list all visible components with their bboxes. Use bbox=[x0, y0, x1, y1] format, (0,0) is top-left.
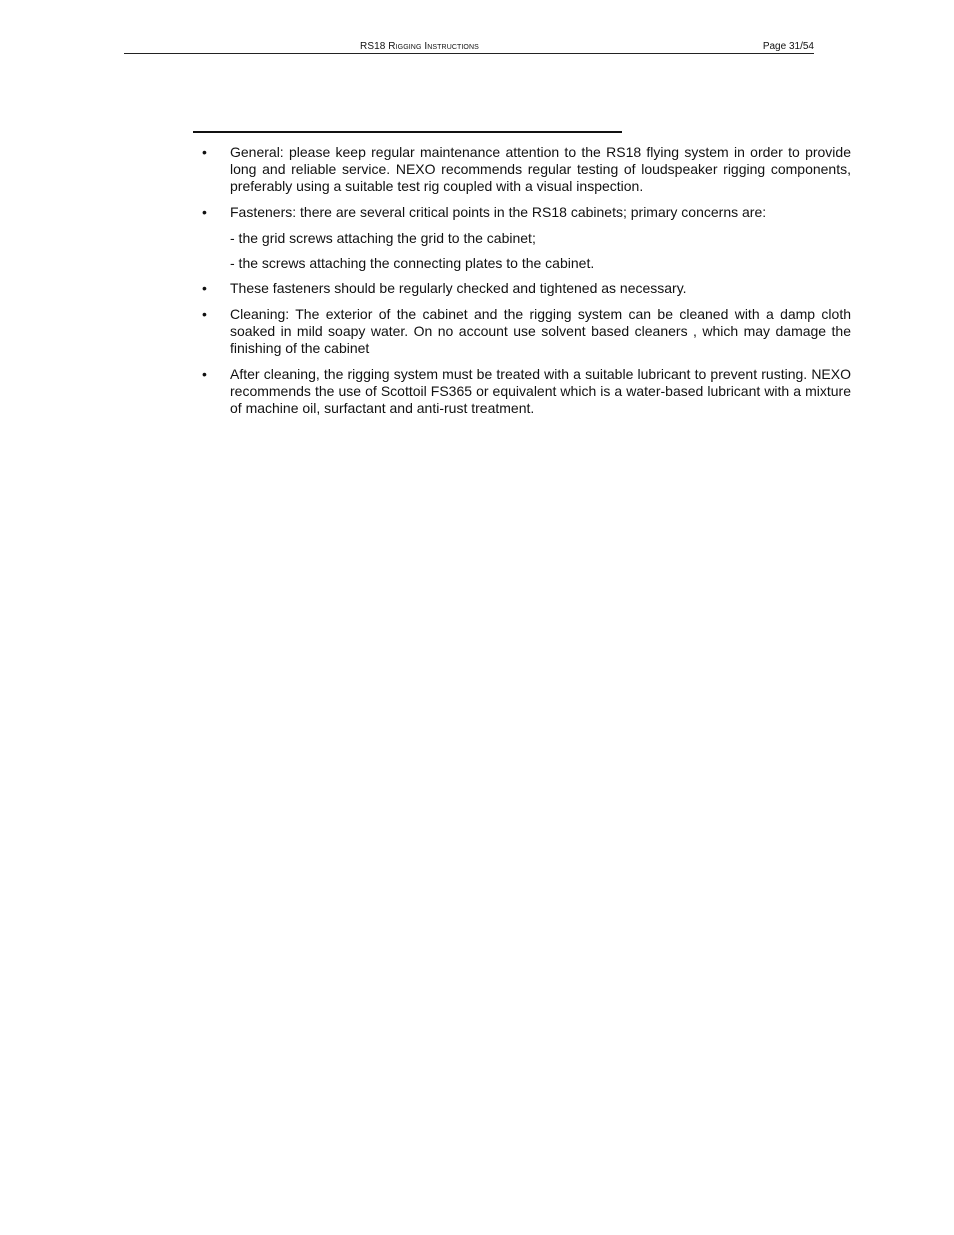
bullet-icon: • bbox=[202, 306, 207, 322]
list-item-text: These fasteners should be regularly checked and tightened as necessary. bbox=[230, 280, 687, 296]
bullet-icon: • bbox=[202, 144, 207, 160]
bullet-icon: • bbox=[202, 204, 207, 220]
list-item-fasteners bbox=[194, 204, 851, 221]
bullet-icon: • bbox=[202, 280, 207, 296]
bullet-icon: • bbox=[202, 366, 207, 382]
sub-item-plate-screws: - the screws attaching the connecting plates to the cabinet. bbox=[230, 255, 595, 271]
list-item-lubrication bbox=[194, 366, 851, 417]
maintenance-list bbox=[194, 144, 851, 426]
header-page-number: Page 31/54 bbox=[762, 41, 814, 52]
list-item-text: General: please keep regular maintenance attention to the RS18 flying system in order to provide long and reliable service. NEXO recommends regular testing of loudspeaker rigging components, preferably using a suitable test rig coupled with a visual inspection. bbox=[230, 144, 851, 194]
section-heading-rule bbox=[193, 131, 622, 133]
page-header bbox=[124, 40, 814, 54]
header-title: RS18 Rigging Instructions bbox=[360, 41, 479, 52]
list-item-text: Fasteners: there are several critical points in the RS18 cabinets; primary concerns are: bbox=[230, 204, 767, 220]
list-item-text: After cleaning, the rigging system must be treated with a suitable lubricant to prevent rusting. NEXO recommends the use of Scottoil FS365 or equivalent which is a water-based lubricant with a mixture of machine oil, surfactant and anti-rust treatment. bbox=[230, 366, 851, 416]
sub-item-grid-screws: - the grid screws attaching the grid to the cabinet; bbox=[230, 230, 536, 246]
list-item-text: Cleaning: The exterior of the cabinet and the rigging system can be cleaned with a damp cloth soaked in mild soapy water. On no account use solvent based cleaners , which may damage the finishing of the cabinet bbox=[230, 306, 851, 356]
list-item-check-fasteners bbox=[194, 280, 851, 297]
list-item-general bbox=[194, 144, 851, 195]
list-item-cleaning bbox=[194, 306, 851, 357]
